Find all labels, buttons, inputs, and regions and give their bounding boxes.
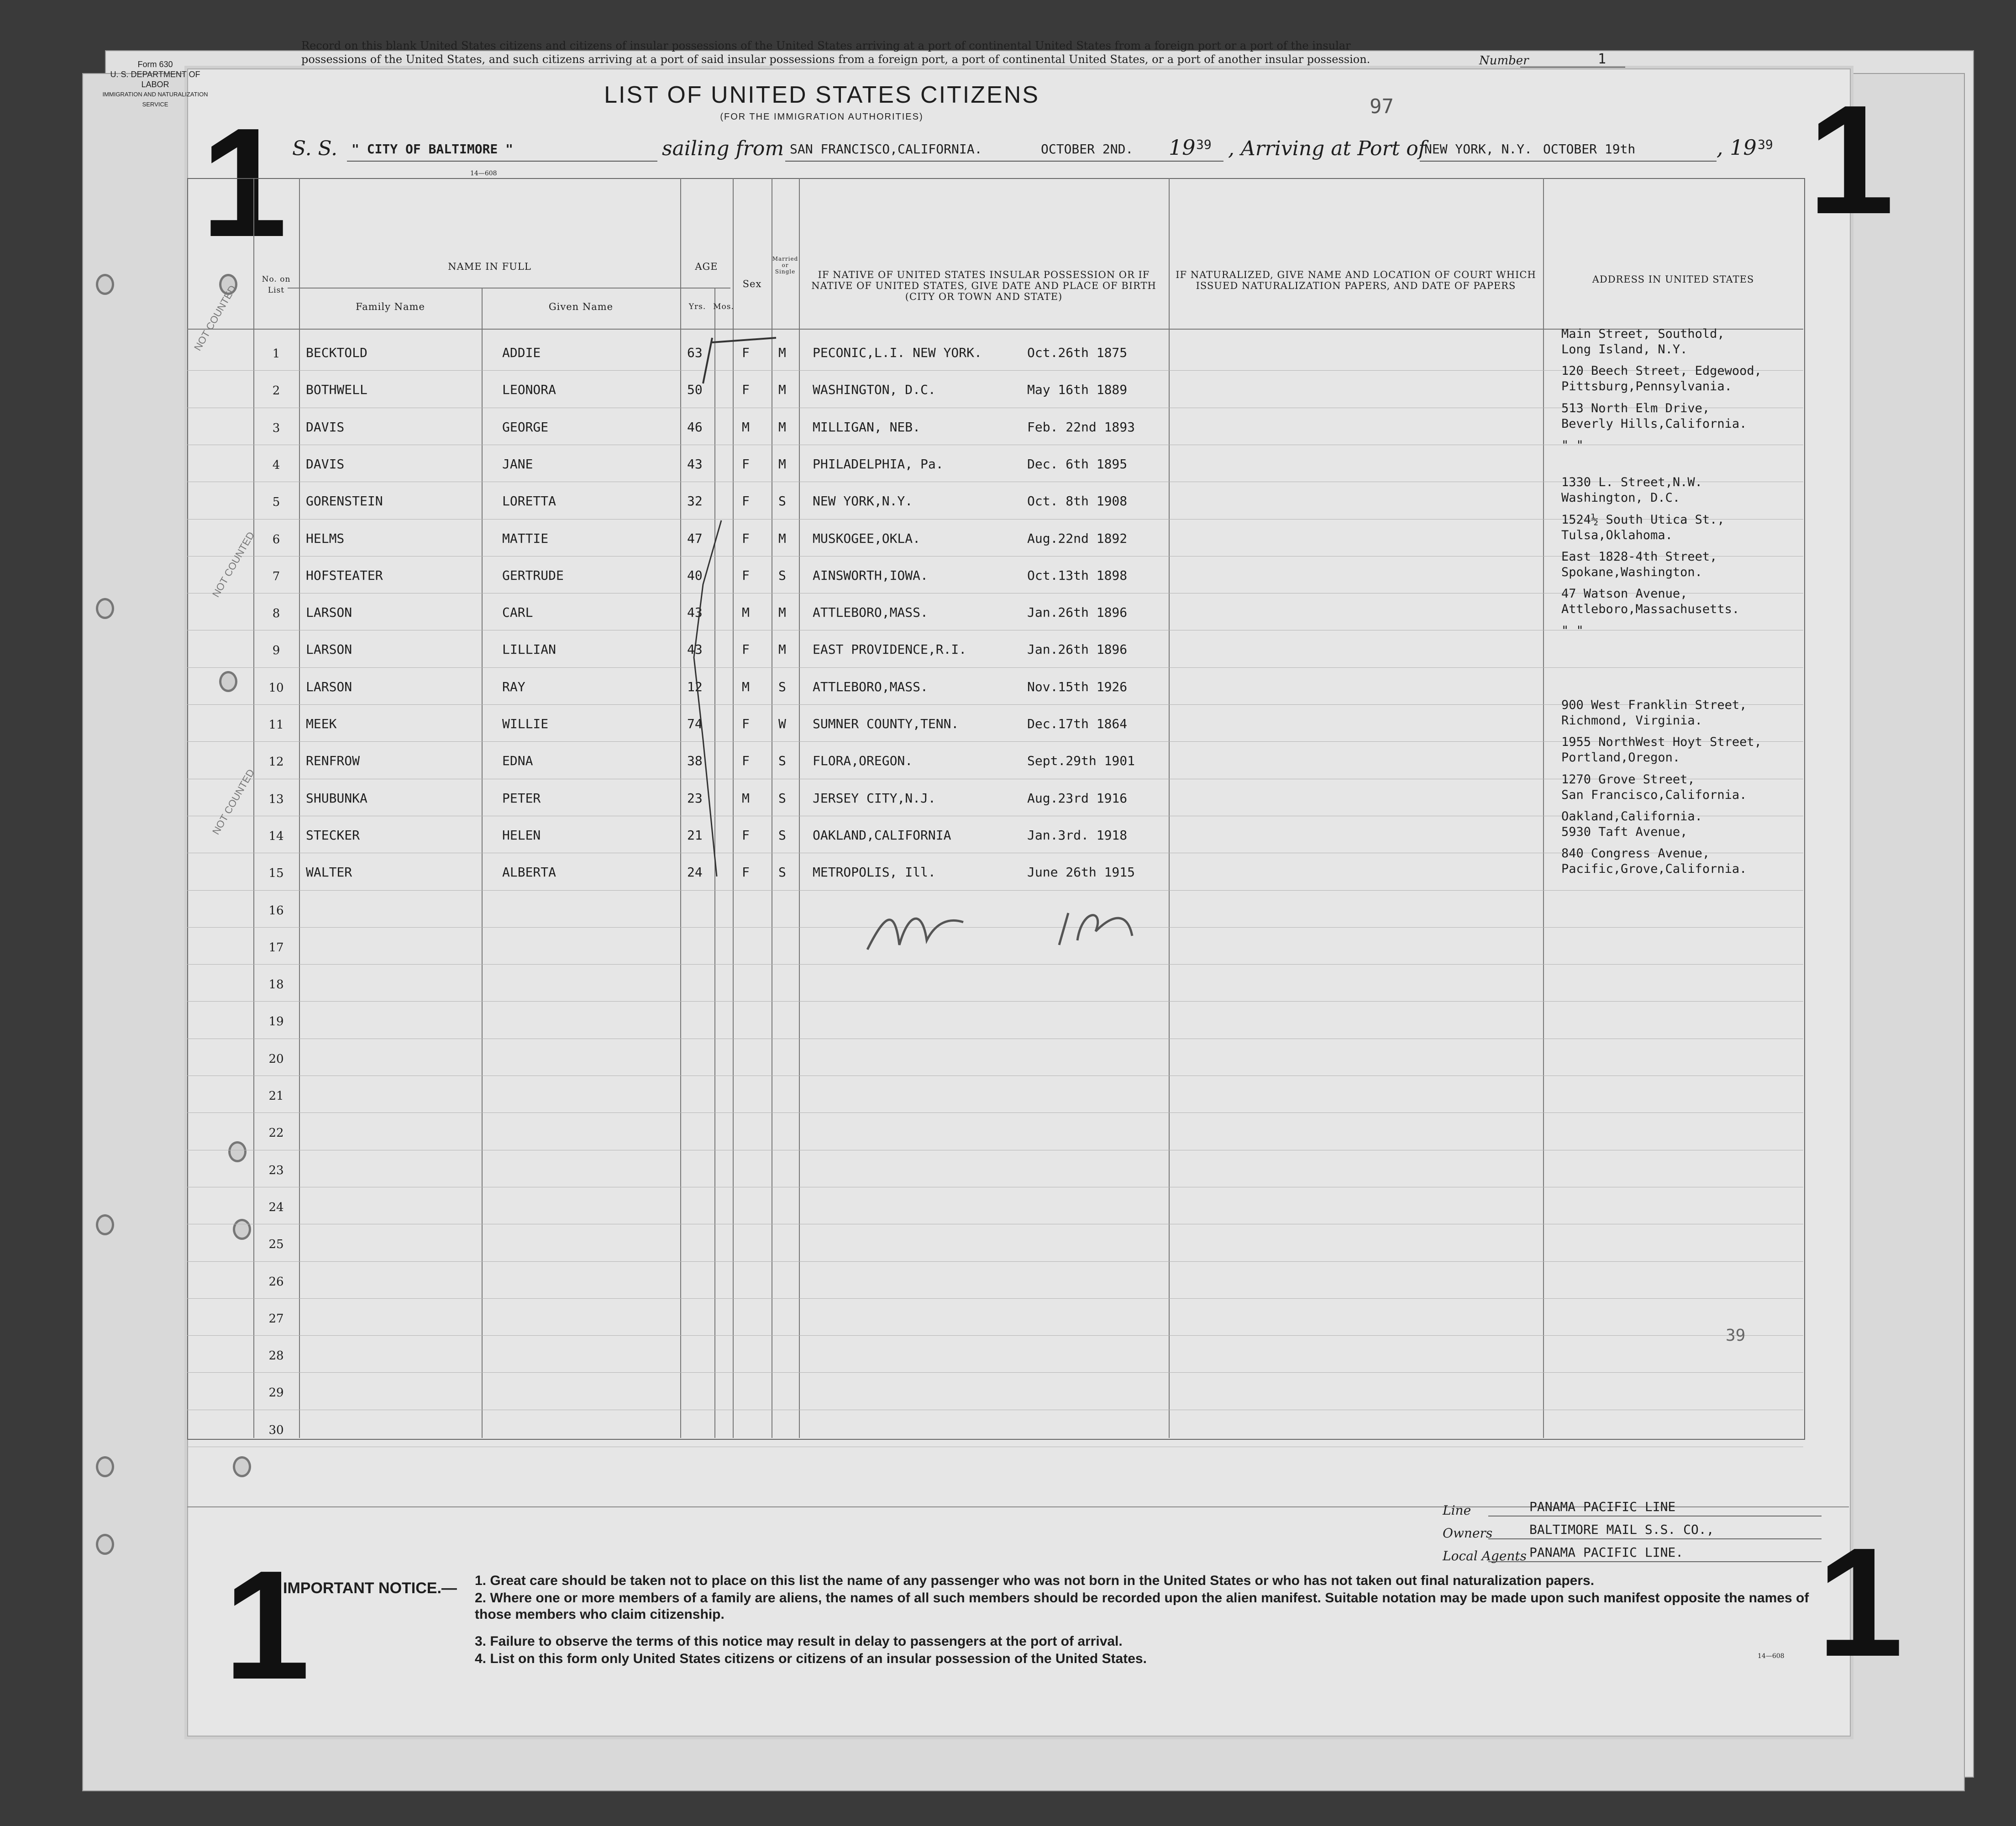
birthplace-cell: EAST PROVIDENCE,R.I. bbox=[813, 642, 967, 657]
page-count-mark: 39 bbox=[1726, 1326, 1746, 1345]
given-name-cell: HELEN bbox=[502, 827, 541, 843]
sex-cell: F bbox=[742, 382, 750, 398]
marital-status-cell: M bbox=[778, 345, 786, 360]
sheet-number-top-left: 1 bbox=[201, 96, 288, 269]
birth-date-cell: Dec.17th 1864 bbox=[1027, 716, 1128, 731]
binder-hole bbox=[233, 1456, 251, 1477]
birthplace-cell: OAKLAND,CALIFORNIA bbox=[813, 827, 951, 843]
address-line-2: Washington, D.C. bbox=[1561, 491, 1680, 505]
row-number: 28 bbox=[268, 1349, 284, 1363]
marital-status-cell: M bbox=[778, 419, 786, 435]
binder-hole bbox=[96, 1456, 114, 1477]
birthplace-cell: METROPOLIS, Ill. bbox=[813, 865, 936, 880]
owners-value: BALTIMORE MAIL S.S. CO., bbox=[1529, 1522, 1714, 1537]
given-name-cell: ADDIE bbox=[502, 345, 541, 360]
sex-cell: F bbox=[742, 827, 750, 843]
sheet-number-top-right: 1 bbox=[1808, 73, 1895, 247]
ship-name: " CITY OF BALTIMORE " bbox=[352, 142, 514, 157]
age-years-cell: 74 bbox=[687, 716, 703, 731]
row-number: 20 bbox=[268, 1052, 284, 1066]
age-years-cell: 40 bbox=[687, 567, 703, 583]
age-years-cell: 43 bbox=[687, 456, 703, 472]
address-line-2: 5930 Taft Avenue, bbox=[1561, 824, 1688, 839]
row-number: 14 bbox=[268, 829, 284, 843]
given-name-cell: MATTIE bbox=[502, 530, 549, 546]
family-name-cell: BECKTOLD bbox=[306, 345, 368, 360]
address-line-2: Long Island, N.Y. bbox=[1561, 342, 1688, 357]
ss-label: S. S. bbox=[292, 137, 338, 160]
family-name-cell: DAVIS bbox=[306, 419, 345, 435]
row-rule bbox=[187, 1298, 1803, 1299]
row-number: 1 bbox=[272, 347, 280, 361]
header-mos: Mos. bbox=[713, 302, 734, 311]
row-number: 27 bbox=[268, 1312, 284, 1326]
sex-cell: F bbox=[742, 456, 750, 472]
row-number: 13 bbox=[268, 792, 284, 806]
age-years-cell: 21 bbox=[687, 827, 703, 843]
form-number: Form 630 bbox=[137, 60, 173, 69]
row-number: 19 bbox=[268, 1015, 284, 1029]
marital-status-cell: M bbox=[778, 605, 786, 620]
line-label: Line bbox=[1443, 1503, 1471, 1518]
sex-cell: M bbox=[742, 605, 750, 620]
marital-status-cell: S bbox=[778, 753, 786, 769]
marital-status-cell: S bbox=[778, 865, 786, 880]
birth-date-cell: Nov.15th 1926 bbox=[1027, 679, 1128, 694]
row-number: 17 bbox=[268, 940, 284, 955]
birth-date-cell: Oct.13th 1898 bbox=[1027, 567, 1128, 583]
given-name-cell: PETER bbox=[502, 790, 541, 806]
row-number: 4 bbox=[272, 458, 280, 472]
header-sex: Sex bbox=[742, 278, 762, 289]
age-years-cell: 46 bbox=[687, 419, 703, 435]
number-label: Number bbox=[1479, 54, 1529, 68]
birth-date-cell: Aug.22nd 1892 bbox=[1027, 530, 1128, 546]
col-divider bbox=[1543, 178, 1544, 1438]
row-rule bbox=[187, 1335, 1803, 1336]
page-title: LIST OF UNITED STATES CITIZENS bbox=[604, 82, 1040, 108]
row-number: 18 bbox=[268, 978, 284, 992]
address-line-1: Main Street, Southold, bbox=[1561, 327, 1725, 341]
sex-cell: M bbox=[742, 790, 750, 806]
marital-status-cell: M bbox=[778, 456, 786, 472]
birth-date-cell: Oct.26th 1875 bbox=[1027, 345, 1128, 360]
given-name-cell: LEONORA bbox=[502, 382, 556, 398]
arriving-label: , Arriving at Port of bbox=[1228, 137, 1426, 160]
row-number: 12 bbox=[268, 755, 284, 769]
age-years-cell: 32 bbox=[687, 493, 703, 509]
owners-label: Owners bbox=[1443, 1526, 1493, 1541]
row-number: 30 bbox=[268, 1423, 284, 1437]
sex-cell: F bbox=[742, 642, 750, 657]
col-divider bbox=[299, 178, 300, 1438]
birthplace-cell: PECONIC,L.I. NEW YORK. bbox=[813, 345, 982, 360]
address-line-1: 840 Congress Avenue, bbox=[1561, 846, 1710, 861]
owners-underline bbox=[1488, 1538, 1822, 1539]
family-name-cell: HOFSTEATER bbox=[306, 567, 383, 583]
birthplace-cell: WASHINGTON, D.C. bbox=[813, 382, 936, 398]
sheet-number-bottom-right: 1 bbox=[1817, 1516, 1904, 1689]
header-family-name: Family Name bbox=[356, 301, 425, 312]
birth-date-cell: Aug.23rd 1916 bbox=[1027, 790, 1128, 806]
notice-code: 14—608 bbox=[1758, 1653, 1785, 1660]
address-line-2: Beverly Hills,California. bbox=[1561, 416, 1747, 431]
family-name-cell: DAVIS bbox=[306, 456, 345, 472]
header-given-name: Given Name bbox=[548, 301, 614, 312]
family-name-cell: LARSON bbox=[306, 605, 352, 620]
family-name-cell: BOTHWELL bbox=[306, 382, 368, 398]
marital-status-cell: S bbox=[778, 827, 786, 843]
notice-item-4: 4. List on this form only United States citizens or citizens of an insular possession of the United States. bbox=[475, 1651, 1147, 1666]
row-number: 23 bbox=[268, 1163, 284, 1177]
given-name-cell: WILLIE bbox=[502, 716, 549, 731]
address-line-1: 120 Beech Street, Edgewood, bbox=[1561, 364, 1762, 378]
address-line-1: 1524½ South Utica St., bbox=[1561, 512, 1725, 527]
sex-cell: M bbox=[742, 679, 750, 694]
given-name-cell: JANE bbox=[502, 456, 533, 472]
age-years-cell: 24 bbox=[687, 865, 703, 880]
header-subrule bbox=[288, 288, 730, 289]
row-number: 9 bbox=[272, 644, 280, 658]
binder-hole bbox=[96, 1214, 114, 1235]
notice-item-3: 3. Failure to observe the terms of this notice may result in delay to passengers at the port of arrival. bbox=[475, 1634, 1123, 1649]
form-identifier bbox=[100, 59, 210, 110]
given-name-cell: RAY bbox=[502, 679, 525, 694]
birthplace-cell: JERSEY CITY,N.J. bbox=[813, 790, 936, 806]
marital-status-cell: M bbox=[778, 530, 786, 546]
margin-stamp: NOT COUNTED bbox=[192, 283, 239, 353]
given-name-cell: LORETTA bbox=[502, 493, 556, 509]
col-divider bbox=[680, 178, 681, 1438]
header-birth: IF NATIVE OF UNITED STATES INSULAR POSSESSION OR IF NATIVE OF UNITED STATES, GIVE DATE AND PLACE OF BIRTH (CITY OR TOWN AND STATE) bbox=[811, 269, 1156, 302]
row-number: 5 bbox=[272, 495, 280, 509]
header-address: ADDRESS IN UNITED STATES bbox=[1592, 274, 1754, 285]
age-years-cell: 43 bbox=[687, 605, 703, 620]
birth-date-cell: Dec. 6th 1895 bbox=[1027, 456, 1128, 472]
local-agents-label: Local Agents bbox=[1443, 1548, 1527, 1564]
arriving-year: 39 bbox=[1758, 137, 1773, 152]
header-yrs: Yrs. bbox=[688, 302, 706, 311]
header-naturalized: IF NATURALIZED, GIVE NAME AND LOCATION OF COURT WHICH ISSUED NATURALIZATION PAPERS, AND DATE OF PAPERS bbox=[1176, 269, 1536, 291]
arriving-underline bbox=[1420, 161, 1717, 162]
local-agents-underline bbox=[1488, 1561, 1822, 1562]
address-line-1: 1270 Grove Street, bbox=[1561, 772, 1695, 787]
given-name-cell: GEORGE bbox=[502, 419, 549, 435]
margin-stamp: NOT COUNTED bbox=[210, 530, 257, 599]
ship-underline bbox=[347, 161, 657, 162]
age-years-cell: 47 bbox=[687, 530, 703, 546]
birthplace-cell: ATTLEBORO,MASS. bbox=[813, 605, 928, 620]
header-age: AGE bbox=[695, 261, 718, 272]
local-agents-value: PANAMA PACIFIC LINE. bbox=[1529, 1545, 1684, 1560]
row-number: 22 bbox=[268, 1126, 284, 1140]
department-name: U. S. DEPARTMENT OF LABOR bbox=[110, 70, 200, 89]
row-rule bbox=[187, 704, 1803, 705]
notice-item-1: 1. Great care should be taken not to place on this list the name of any passenger who was not born in the United States or who has not taken out final naturalization papers. bbox=[475, 1573, 1595, 1588]
binder-hole bbox=[96, 598, 114, 619]
check-mark bbox=[694, 520, 721, 876]
row-rule bbox=[187, 890, 1803, 891]
age-years-cell: 38 bbox=[687, 753, 703, 769]
sailing-year: 39 bbox=[1196, 137, 1212, 152]
service-name: IMMIGRATION AND NATURALIZATION SERVICE bbox=[102, 91, 208, 108]
sailing-underline bbox=[785, 161, 1223, 162]
sex-cell: F bbox=[742, 753, 750, 769]
birthplace-cell: ATTLEBORO,MASS. bbox=[813, 679, 928, 694]
given-name-cell: GERTRUDE bbox=[502, 567, 564, 583]
row-number: 7 bbox=[272, 569, 280, 583]
family-name-cell: SHUBUNKA bbox=[306, 790, 368, 806]
row-rule bbox=[187, 1372, 1803, 1373]
marital-status-cell: M bbox=[778, 642, 786, 657]
given-name-cell: EDNA bbox=[502, 753, 533, 769]
birthplace-cell: FLORA,OREGON. bbox=[813, 753, 913, 769]
sailing-from-port: SAN FRANCISCO,CALIFORNIA. bbox=[790, 142, 982, 157]
age-years-cell: 43 bbox=[687, 642, 703, 657]
birth-date-cell: Jan.26th 1896 bbox=[1027, 642, 1128, 657]
sex-cell: F bbox=[742, 716, 750, 731]
sex-cell: F bbox=[742, 493, 750, 509]
binder-hole bbox=[96, 274, 114, 295]
birth-date-cell: Jan.3rd. 1918 bbox=[1027, 827, 1128, 843]
address-line-2: Pacific,Grove,California. bbox=[1561, 862, 1747, 876]
sheet-number-bottom-left: 1 bbox=[224, 1538, 310, 1712]
col-divider bbox=[253, 178, 254, 1438]
row-number: 15 bbox=[268, 866, 284, 881]
sex-cell: F bbox=[742, 865, 750, 880]
page-subtitle: (FOR THE IMMIGRATION AUTHORITIES) bbox=[720, 112, 924, 122]
binder-hole bbox=[96, 1534, 114, 1555]
marital-status-cell: S bbox=[778, 567, 786, 583]
row-number: 3 bbox=[272, 421, 280, 435]
marital-status-cell: M bbox=[778, 382, 786, 398]
row-rule bbox=[187, 1112, 1803, 1113]
birthplace-cell: NEW YORK,N.Y. bbox=[813, 493, 913, 509]
row-number: 6 bbox=[272, 532, 280, 546]
line-value: PANAMA PACIFIC LINE bbox=[1529, 1499, 1676, 1514]
notice-title: IMPORTANT NOTICE.— bbox=[283, 1579, 457, 1597]
address-line-1: " " bbox=[1561, 624, 1584, 638]
age-years-cell: 23 bbox=[687, 790, 703, 806]
family-name-cell: STECKER bbox=[306, 827, 360, 843]
row-number: 8 bbox=[272, 607, 280, 621]
row-rule bbox=[187, 1261, 1803, 1262]
marital-status-cell: S bbox=[778, 679, 786, 694]
marital-status-cell: W bbox=[778, 716, 786, 731]
row-rule bbox=[187, 370, 1803, 371]
birth-date-cell: May 16th 1889 bbox=[1027, 382, 1128, 398]
birthplace-cell: SUMNER COUNTY,TENN. bbox=[813, 716, 959, 731]
header-no: No. on List bbox=[262, 275, 291, 295]
family-name-cell: HELMS bbox=[306, 530, 345, 546]
row-rule bbox=[187, 741, 1803, 742]
row-number: 26 bbox=[268, 1275, 284, 1289]
marital-status-cell: S bbox=[778, 493, 786, 509]
sex-cell: M bbox=[742, 419, 750, 435]
address-line-1: 1330 L. Street,N.W. bbox=[1561, 475, 1702, 490]
birth-date-cell: Feb. 22nd 1893 bbox=[1027, 419, 1135, 435]
sailing-date: OCTOBER 2ND. bbox=[1041, 142, 1134, 157]
address-line-2: San Francisco,California. bbox=[1561, 787, 1747, 802]
header-bottom-rule bbox=[187, 329, 1803, 330]
address-line-1: East 1828-4th Street, bbox=[1561, 549, 1717, 564]
birth-date-cell: Oct. 8th 1908 bbox=[1027, 493, 1128, 509]
check-marks bbox=[685, 329, 822, 904]
row-number: 10 bbox=[268, 681, 284, 695]
header-name-in-full: NAME IN FULL bbox=[448, 261, 531, 272]
birthplace-cell: AINSWORTH,IOWA. bbox=[813, 567, 928, 583]
row-number: 2 bbox=[272, 384, 280, 398]
notice-item-2: 2. Where one or more members of a family are aliens, the names of all such members should be recorded upon the alien manifest. Suitable notation may be made upon such manifest opposite the names of those members who claim citizenship. bbox=[475, 1590, 1809, 1622]
handwritten-initials bbox=[858, 895, 1169, 968]
sailing-from-label: sailing from bbox=[662, 137, 784, 160]
birthplace-cell: PHILADELPHIA, Pa. bbox=[813, 456, 944, 472]
address-line-2: Portland,Oregon. bbox=[1561, 750, 1680, 765]
given-name-cell: CARL bbox=[502, 605, 533, 620]
header-married: Married or Single bbox=[772, 256, 798, 275]
address-line-1: 513 North Elm Drive, bbox=[1561, 401, 1710, 415]
family-name-cell: RENFROW bbox=[306, 753, 360, 769]
arriving-port: NEW YORK, N.Y. bbox=[1424, 142, 1533, 157]
family-name-cell: WALTER bbox=[306, 865, 352, 880]
family-name-cell: MEEK bbox=[306, 716, 337, 731]
row-number: 29 bbox=[268, 1386, 284, 1400]
arriving-date: OCTOBER 19th bbox=[1543, 142, 1636, 157]
sailing-year-prefix: 19 bbox=[1169, 135, 1196, 160]
initials-stroke bbox=[867, 918, 963, 950]
print-code: 14—608 bbox=[470, 170, 497, 177]
initials-stroke bbox=[1059, 913, 1132, 945]
row-rule bbox=[187, 667, 1803, 668]
page-stamp: 97 bbox=[1370, 95, 1394, 118]
address-line-1: 47 Watson Avenue, bbox=[1561, 587, 1688, 601]
address-line-2: Pittsburg,Pennsylvania. bbox=[1561, 379, 1732, 394]
birth-date-cell: June 26th 1915 bbox=[1027, 865, 1135, 880]
address-line-2: Spokane,Washington. bbox=[1561, 565, 1702, 579]
address-line-1: " " bbox=[1561, 438, 1584, 452]
marital-status-cell: S bbox=[778, 790, 786, 806]
sex-cell: F bbox=[742, 345, 750, 360]
age-years-cell: 50 bbox=[687, 382, 703, 398]
address-line-1: 900 West Franklin Street, bbox=[1561, 698, 1747, 712]
check-mark bbox=[703, 338, 776, 383]
address-line-2: Tulsa,Oklahoma. bbox=[1561, 528, 1673, 542]
given-name-cell: LILLIAN bbox=[502, 642, 556, 657]
address-line-1: Oakland,California. bbox=[1561, 809, 1702, 824]
row-number: 25 bbox=[268, 1238, 284, 1252]
row-number: 21 bbox=[268, 1089, 284, 1103]
record-instructions: Record on this blank United States citizens and citizens of insular possessions of the United States arriving at a port of continental United States from a foreign port or a port of the insular possessions of the United States, and such citizens arriving at a port of said insular possessions from a foreign port, a port of continental United States, or a port of another insular possession. bbox=[301, 39, 1370, 66]
row-number: 11 bbox=[268, 718, 284, 732]
number-underline bbox=[1520, 67, 1625, 68]
age-years-cell: 12 bbox=[687, 679, 703, 694]
col-divider bbox=[482, 288, 483, 1438]
sex-cell: F bbox=[742, 530, 750, 546]
margin-stamp: NOT COUNTED bbox=[210, 767, 257, 837]
address-line-2: Attleboro,Massachusetts. bbox=[1561, 602, 1740, 617]
age-years-cell: 63 bbox=[687, 345, 703, 360]
row-rule bbox=[187, 1001, 1803, 1002]
birthplace-cell: MUSKOGEE,OKLA. bbox=[813, 530, 921, 546]
family-name-cell: GORENSTEIN bbox=[306, 493, 383, 509]
col-divider bbox=[1169, 178, 1170, 1438]
number-value: 1 bbox=[1598, 51, 1606, 67]
birthplace-cell: MILLIGAN, NEB. bbox=[813, 419, 921, 435]
family-name-cell: LARSON bbox=[306, 642, 352, 657]
birth-date-cell: Jan.26th 1896 bbox=[1027, 605, 1128, 620]
given-name-cell: ALBERTA bbox=[502, 865, 556, 880]
row-number: 16 bbox=[268, 903, 284, 918]
address-line-2: Richmond, Virginia. bbox=[1561, 714, 1702, 728]
address-line-1: 1955 NorthWest Hoyt Street, bbox=[1561, 735, 1762, 750]
arriving-year-prefix: , 19 bbox=[1717, 135, 1757, 160]
family-name-cell: LARSON bbox=[306, 679, 352, 694]
birth-date-cell: Sept.29th 1901 bbox=[1027, 753, 1135, 769]
sex-cell: F bbox=[742, 567, 750, 583]
row-number: 24 bbox=[268, 1200, 284, 1214]
